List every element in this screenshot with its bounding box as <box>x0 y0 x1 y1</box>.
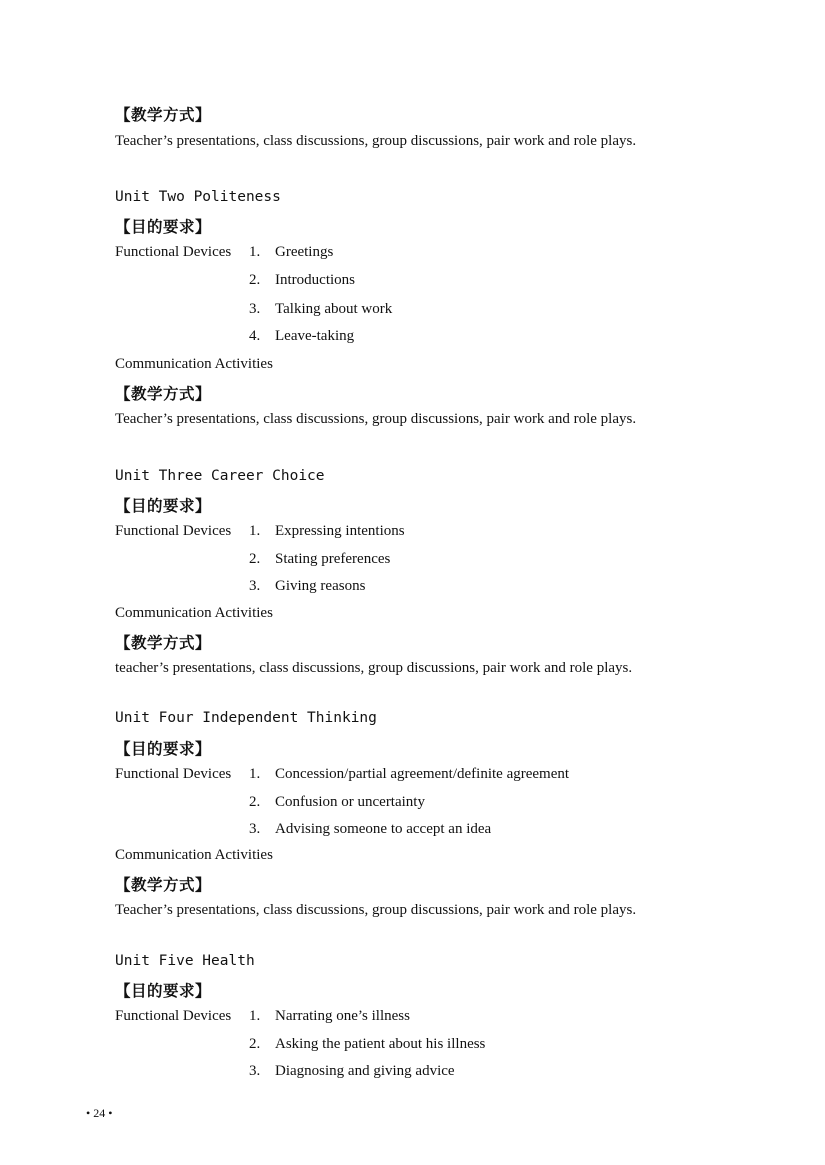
requirements-heading: 【目的要求】 <box>115 982 212 1000</box>
item-number: 3. <box>249 821 261 837</box>
item-text: Narrating one’s illness <box>275 1008 410 1024</box>
functional-devices-row <box>115 244 231 261</box>
list-item <box>249 551 390 568</box>
item-number: 3. <box>249 578 261 594</box>
method-text: Teacher’s presentations, class discussions, group discussions, pair work and role plays. <box>115 133 637 149</box>
item-number: 2. <box>249 272 261 288</box>
method-heading: 【教学方式】 <box>115 385 212 403</box>
unit-title: Unit Two Politeness <box>115 189 281 205</box>
functional-devices-label: Functional Devices <box>115 523 232 539</box>
unit-title: Unit Three Career Choice <box>115 468 325 484</box>
requirements-heading: 【目的要求】 <box>115 740 212 758</box>
item-number: 1. <box>249 1008 261 1024</box>
list-item <box>249 272 355 289</box>
list-item <box>249 1036 485 1053</box>
functional-devices-label: Functional Devices <box>115 766 232 782</box>
list-item <box>249 578 365 595</box>
list-item <box>249 1008 410 1025</box>
item-text: Giving reasons <box>275 578 366 594</box>
item-text: Advising someone to accept an idea <box>275 821 492 837</box>
list-item <box>249 1063 455 1080</box>
method-text: Teacher’s presentations, class discussions, group discussions, pair work and role plays. <box>115 411 637 427</box>
functional-devices-row <box>115 766 231 783</box>
item-text: Talking about work <box>275 301 393 317</box>
item-text: Greetings <box>275 244 334 260</box>
functional-devices-row <box>115 1008 231 1025</box>
item-text: Expressing intentions <box>275 523 405 539</box>
requirements-heading: 【目的要求】 <box>115 497 212 515</box>
communication-activities: Communication Activities <box>115 847 273 863</box>
communication-activities: Communication Activities <box>115 605 273 621</box>
item-text: Concession/partial agreement/definite agreement <box>275 766 570 782</box>
item-text: Confusion or uncertainty <box>275 794 425 810</box>
item-text: Introductions <box>275 272 355 288</box>
item-number: 2. <box>249 794 261 810</box>
page-number: • 24 • <box>86 1106 113 1120</box>
functional-devices-label: Functional Devices <box>115 1008 232 1024</box>
method-heading: 【教学方式】 <box>115 106 212 124</box>
list-item <box>249 301 392 318</box>
method-text: Teacher’s presentations, class discussions, group discussions, pair work and role plays. <box>115 902 637 918</box>
item-text: Leave-taking <box>275 328 355 344</box>
item-text: Stating preferences <box>275 551 391 567</box>
list-item <box>249 523 405 540</box>
requirements-heading: 【目的要求】 <box>115 218 212 236</box>
unit-title: Unit Five Health <box>115 953 255 969</box>
communication-activities: Communication Activities <box>115 356 273 372</box>
unit-title: Unit Four Independent Thinking <box>115 710 377 726</box>
method-heading: 【教学方式】 <box>115 876 212 894</box>
list-item <box>249 821 491 838</box>
item-number: 4. <box>249 328 261 344</box>
item-number: 2. <box>249 551 261 567</box>
item-text: Diagnosing and giving advice <box>275 1063 455 1079</box>
list-item <box>249 794 425 811</box>
item-text: Asking the patient about his illness <box>275 1036 486 1052</box>
item-number: 2. <box>249 1036 261 1052</box>
item-number: 1. <box>249 523 261 539</box>
list-item <box>249 766 569 783</box>
item-number: 1. <box>249 766 261 782</box>
item-number: 3. <box>249 301 261 317</box>
list-item <box>249 328 354 345</box>
list-item <box>249 244 333 261</box>
item-number: 3. <box>249 1063 261 1079</box>
method-text: teacher’s presentations, class discussions, group discussions, pair work and role plays. <box>115 660 633 676</box>
method-heading: 【教学方式】 <box>115 634 212 652</box>
functional-devices-row <box>115 523 231 540</box>
item-number: 1. <box>249 244 261 260</box>
functional-devices-label: Functional Devices <box>115 244 232 260</box>
